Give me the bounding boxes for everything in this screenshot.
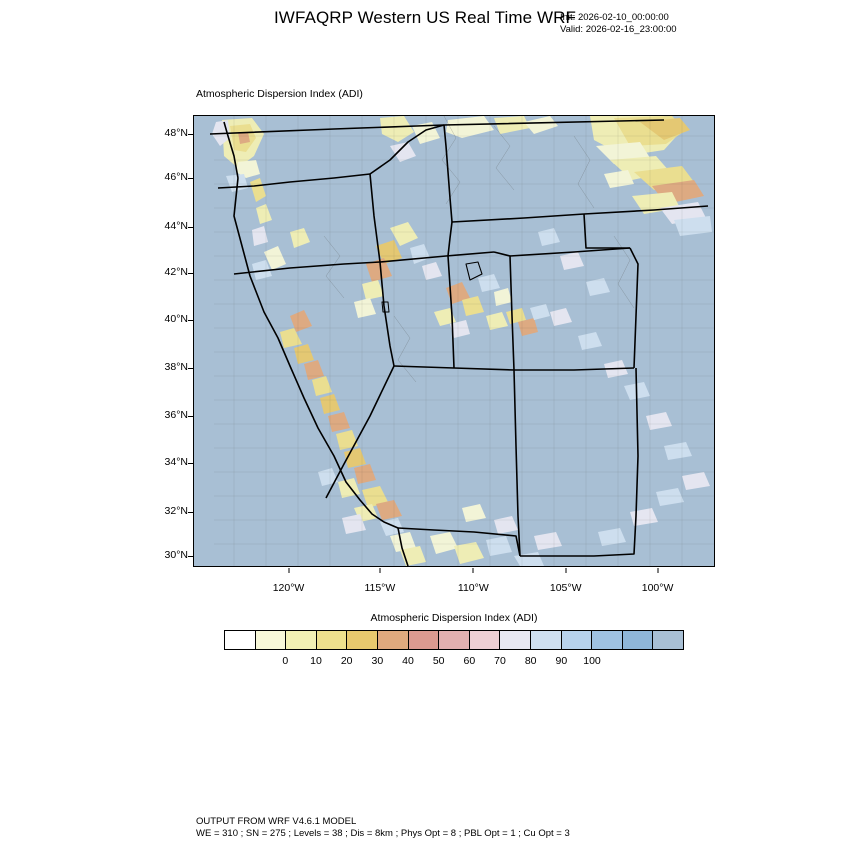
colorbar-tick-label: 60 [463, 655, 476, 667]
colorbar-tick-label: 10 [310, 655, 322, 667]
latitude-tick-label: 42°N [164, 266, 188, 279]
latitude-tick-label: 34°N [164, 456, 188, 469]
colorbar-tick-label: 80 [524, 655, 537, 667]
colorbar-swatch [409, 631, 440, 649]
colorbar-swatch [470, 631, 501, 649]
colorbar-tick-label: 100 [583, 655, 601, 667]
latitude-tick [130, 549, 188, 561]
colorbar-swatch [592, 631, 623, 649]
colorbar-title: Atmospheric Dispersion Index (ADI) [370, 612, 538, 624]
adi-heatmap [194, 116, 714, 566]
model-output-footer [196, 816, 570, 840]
latitude-tick-label: 32°N [164, 504, 188, 517]
colorbar-tick-labels [224, 655, 684, 671]
longitude-axis [193, 568, 715, 598]
latitude-tick-label: 38°N [164, 361, 188, 374]
latitude-axis [130, 115, 188, 567]
colorbar-swatch [347, 631, 378, 649]
latitude-tick [130, 505, 188, 517]
colorbar [224, 630, 684, 650]
valid-time: Valid: 2026-02-16_23:00:00 [560, 24, 677, 35]
longitude-tick-label: 105°W [549, 582, 582, 594]
colorbar-tick-label: 50 [432, 655, 445, 667]
colorbar-swatch [500, 631, 531, 649]
latitude-tick-label: 44°N [164, 219, 188, 232]
longitude-tick-label: 115°W [364, 582, 396, 594]
longitude-tick-mark [288, 568, 289, 573]
colorbar-swatch [439, 631, 470, 649]
plot-subtitle: Atmospheric Dispersion Index (ADI) [196, 88, 363, 100]
colorbar-tick-label: 20 [340, 655, 353, 667]
colorbar-swatch [531, 631, 562, 649]
colorbar-tick-label: 40 [402, 655, 414, 667]
latitude-tick [130, 456, 188, 468]
page-title: IWFAQRP Western US Real Time WRF [273, 8, 576, 27]
longitude-tick [364, 582, 411, 594]
latitude-tick [130, 361, 188, 373]
colorbar-swatch [653, 631, 683, 649]
colorbar-swatch [317, 631, 348, 649]
latitude-tick [130, 220, 188, 232]
colorbar-swatch [286, 631, 317, 649]
latitude-tick-label: 40°N [164, 312, 188, 325]
colorbar-swatch [562, 631, 593, 649]
model-run-info [560, 12, 677, 36]
longitude-tick-label: 100°W [641, 582, 674, 594]
latitude-tick-label: 48°N [164, 127, 188, 140]
colorbar-tick-label: 30 [371, 655, 384, 667]
latitude-tick-label: 46°N [164, 170, 188, 183]
latitude-tick-label: 36°N [164, 408, 188, 421]
longitude-tick-label: 110°W [457, 582, 489, 594]
longitude-tick [641, 582, 690, 594]
longitude-tick-mark [657, 568, 658, 573]
colorbar-swatch [225, 631, 256, 649]
colorbar-tick-label: 90 [555, 655, 568, 667]
longitude-tick [549, 582, 598, 594]
colorbar-tick-label: 70 [494, 655, 506, 667]
latitude-tick [130, 171, 188, 183]
longitude-tick-mark [379, 568, 380, 573]
colorbar-swatch [623, 631, 654, 649]
colorbar-swatch [256, 631, 287, 649]
map-plot-area [193, 115, 715, 567]
longitude-tick-mark [565, 568, 566, 573]
init-time: Init: 2026-02-10_00:00:00 [560, 12, 669, 23]
longitude-tick-label: 120°W [272, 582, 305, 594]
latitude-tick [130, 409, 188, 421]
latitude-tick [130, 313, 188, 325]
longitude-tick [457, 582, 504, 594]
latitude-tick [130, 127, 188, 139]
latitude-tick-label: 30°N [164, 548, 188, 561]
footer-line-1: OUTPUT FROM WRF V4.6.1 MODEL [196, 816, 357, 827]
longitude-tick-mark [473, 568, 474, 573]
colorbar-swatch [378, 631, 409, 649]
latitude-tick [130, 266, 188, 278]
colorbar-tick-label: 0 [282, 655, 289, 667]
footer-line-2: WE = 310 ; SN = 275 ; Levels = 38 ; Dis = 8km ; Phys Opt = 8 ; PBL Opt = 1 ; Cu Opt = 3 [196, 828, 570, 839]
longitude-tick [272, 582, 321, 594]
